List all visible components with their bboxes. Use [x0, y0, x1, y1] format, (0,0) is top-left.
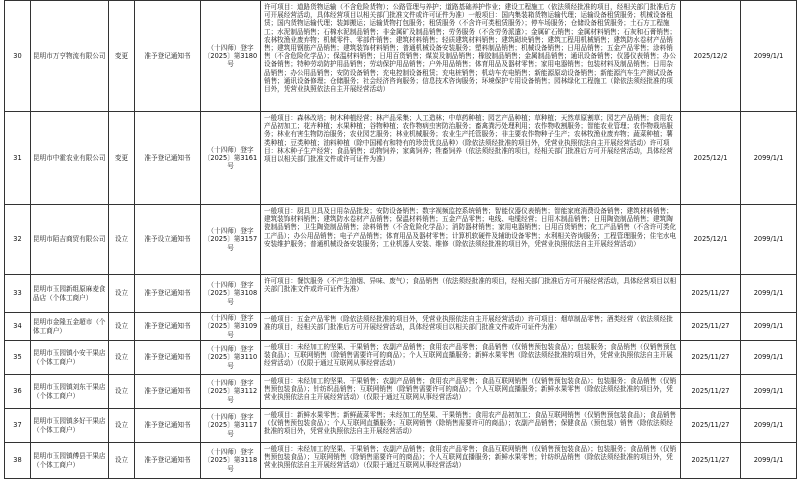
decision-document: 准予设立通知书	[135, 205, 201, 275]
registration-type: 设立	[109, 313, 135, 341]
decision-document: 准予登记通知书	[135, 275, 201, 313]
business-scope: 一般项目：森林改培；树木种植经营；林产品采集；人工造林；中草药种植；园艺产品种植；草种植；天然草原割草；园艺产品销售；食用农产品初加工；花卉种植；水果种植；谷物种植；农作物病虫害防治服务；畜禽粪污处理利用；农作物收割服务；智能农业管理；农作物栽培服务；林业有害生物防治服务；农业园艺服务；林业机械服务；农业生产托管服务；非主要农作物种子生产；农林牧渔业废弃物；蔬菜种植；薯类种植；豆类种植；油料种植（除中国稀有和特有的珍贵优良品种）（除依法须经批准的项目外，凭营业执照依法自主开展经营活动）许可项目：林木种子生产经营；食品销售；动物饲养；家禽饲养；牲畜饲养（依法须经批准的项目，经相关部门批准后方可开展经营活动，具体经营项目以相关部门批准文件或许可证件为准）	[261, 112, 681, 205]
decision-document: 准予登记通知书	[135, 341, 201, 375]
decision-document: 准予登记通知书	[135, 313, 201, 341]
registration-type: 设立	[109, 275, 135, 313]
document-number: （十四师）登字〔2025〕第3110号	[201, 341, 261, 375]
decision-document: 准予登记通知书	[135, 1, 201, 112]
table-row	[5, 112, 797, 205]
company-name: 昆明市玉园镇多好干果店（个体工商户）	[31, 409, 109, 443]
end-date: 2099/1/1	[741, 341, 797, 375]
business-scope: 一般项目：新鲜水果零售；新鲜蔬菜零售；未经加工的坚果、干果销售；食用农产品初加工；食品互联网销售（仅销售预包装食品）；食品销售（仅销售预包装食品）；个人互联网直播服务；互联网销售（除销售需要许可的商品）；农副产品销售；保健食品（预包装）销售（除依法须经批准的项目外，凭营业执照依法自主开展经营活动）	[261, 409, 681, 443]
row-number: 31	[5, 112, 31, 205]
business-scope: 一般项目：未经加工的坚果、干果销售；农副产品销售；食用农产品零售；食品互联网销售（仅销售预包装食品）；包装服务；食品销售（仅销售预包装食品）；针纺织品销售；互联网销售（除销售需要许可的商品）；个人互联网直播服务；新鲜水果零售（除依法须经批准的项目外，凭营业执照依法自主开展经营活动）（仅限于通过互联网从事经营活动）	[261, 375, 681, 409]
decision-document: 准予登记通知书	[135, 409, 201, 443]
end-date: 2099/1/1	[741, 1, 797, 112]
document-number: （十四师）登字〔2025〕第3180号	[201, 1, 261, 112]
table-row	[5, 275, 797, 313]
table-row	[5, 1, 797, 112]
document-number: （十四师）登字〔2025〕第3118号	[201, 443, 261, 479]
company-name: 昆明市金隆五金超市（个体工商户）	[31, 313, 109, 341]
table-row	[5, 443, 797, 479]
table-row	[5, 341, 797, 375]
start-date: 2025/12/1	[681, 112, 741, 205]
company-name: 昆明市玉园镇小安干果店（个体工商户）	[31, 341, 109, 375]
decision-document: 准予登记通知书	[135, 375, 201, 409]
document-number: （十四师）登字〔2025〕第3157号	[201, 205, 261, 275]
registration-type: 设立	[109, 205, 135, 275]
table-row	[5, 375, 797, 409]
end-date: 2099/1/1	[741, 275, 797, 313]
start-date: 2025/11/27	[681, 375, 741, 409]
end-date: 2099/1/1	[741, 205, 797, 275]
document-number: （十四师）登字〔2025〕第3117号	[201, 409, 261, 443]
start-date: 2025/11/27	[681, 275, 741, 313]
company-name: 昆明市玉园新组原麻麦食品店（个体工商户）	[31, 275, 109, 313]
end-date: 2099/1/1	[741, 443, 797, 479]
document-number: （十四师）登字〔2025〕第3161号	[201, 112, 261, 205]
start-date: 2025/12/1	[681, 205, 741, 275]
business-scope: 一般项目：厨具卫具及日用杂品批发；安防设备销售；数字视频监控系统销售；智能仪器仪表销售；智能家庭消费设备销售；建筑材料销售；建筑装饰材料销售；建筑防水卷材产品销售；保温材料销售；五金产品零售；电线、电缆经营；日用木制品销售；日用陶瓷制品销售；建筑陶瓷制品销售；卫生陶瓷制品销售；涂料销售（不含危险化学品）；消防器材销售；家用电器销售；日用百货销售；化工产品销售（不含许可类化工产品）；办公用品销售；电子产品销售；体育用品及器材零售；计算机软硬件及辅助设备零售；水利相关咨询服务；工程管理服务；住宅水电安装维护服务；普通机械设备安装服务；工业机器人安装、维修（除依法须经批准的项目外，凭营业执照依法自主开展经营活动）	[261, 205, 681, 275]
row-number: 34	[5, 313, 31, 341]
row-number: 36	[5, 375, 31, 409]
business-scope: 许可项目：道路货物运输（不含危险货物）；公路管理与养护；道路基础养护作业；建设工程施工（依法须经批准的项目，经相关部门批准后方可开展经营活动，具体经营项目以相关部门批准文件或许可证件为准）一般项目：国内集装箱货物运输代理；运输设备租赁服务；机械设备租赁；国内货物运输代理；装卸搬运；运输货物打包服务；租赁服务（不含许可类租赁服务）；停车场服务；仓储设备租赁服务；土石方工程施工；水泥制品销售；石棉水泥制品销售；非金属矿及制品销售；劳务服务（不含劳务派遣）；金属矿石销售；金属材料销售；石灰和石膏销售；农林牧渔业废弃物；机械零件、零部件销售；建筑材料销售；轻质建筑材料销售；建筑砌块销售；建筑工程用机械销售；建筑防水卷材产品销售；建筑用钢筋产品销售；建筑装饰材料销售；普通机械设备安装服务；塑料制品销售；机械设备销售；日用品销售；五金产品零售；涂料销售（不含危险化学品）；保温材料销售；日用百货销售；煤炭及制品销售；橡胶制品销售；金属制品销售；通讯设备销售；仪器仪表销售；办公设备销售；特种劳动防护用品销售；劳动保护用品销售；户外用品销售；体育用品及器材零售；家用电器销售；包装材料及制品销售；日用杂品销售；办公用品销售；安防设备销售；充电控制设备租赁；充电桩销售；机动车充电销售；新能源原动设备销售；新能源汽车生产测试设备销售；通讯设备修理；仓储服务；社会经济咨询服务；信息技术咨询服务；环境保护专用设备销售；园林绿化工程施工（除依法须经批准的项目外，凭营业执照依法自主开展经营活动）	[261, 1, 681, 112]
end-date: 2099/1/1	[741, 112, 797, 205]
start-date: 2025/11/27	[681, 341, 741, 375]
registration-type: 变更	[109, 112, 135, 205]
registration-type: 设立	[109, 375, 135, 409]
start-date: 2025/12/2	[681, 1, 741, 112]
business-scope: 一般项目：未经加工的坚果、干果销售；农副产品销售；食用农产品零售；食品互联网销售（仅销售预包装食品）；包装服务；食品销售（仅销售预包装食品）；互联网销售（除销售需要许可的商品）；个人互联网直播服务；新鲜水果零售；针纺织品销售（除依法须经批准的项目外，凭营业执照依法自主开展经营活动）（仅限于通过互联网从事经营活动）	[261, 443, 681, 479]
business-scope: 一般项目：未经加工的坚果、干果销售；农副产品销售；食用农产品零售；食品销售（仅销售预包装食品）；包装服务；食品销售（仅销售预包装食品）；互联网销售（除销售需要许可的商品）；个人互联网直播服务；新鲜水果零售（除依法须经批准的项目外，凭营业执照依法自主开展经营活动）（仅限于通过互联网从事经营活动）	[261, 341, 681, 375]
start-date: 2025/11/27	[681, 313, 741, 341]
row-number: 35	[5, 341, 31, 375]
end-date: 2099/1/1	[741, 409, 797, 443]
company-name: 昆明市中霍农业有限公司	[31, 112, 109, 205]
company-name: 昆明市陌吉商贸有限公司	[31, 205, 109, 275]
row-number: 38	[5, 443, 31, 479]
company-name: 昆明市玉园镇傅县干果店（个体工商户）	[31, 443, 109, 479]
business-scope: 许可项目：餐饮服务（不产生油烟、异味、废气）；食品销售（依法须经批准的项目，经相关部门批准后方可开展经营活动，具体经营项目以相关部门批准文件或许可证件为准）	[261, 275, 681, 313]
business-scope: 一般项目：五金产品零售（除依法须经批准的项目外，凭营业执照依法自主开展经营活动）许可项目：烟草制品零售；酒类经营（依法须经批准的项目，经相关部门批准后方可开展经营活动，具体经营项目以相关部门批准文件或许可证件为准）	[261, 313, 681, 341]
registration-type: 设立	[109, 409, 135, 443]
company-name: 昆明市玉园镇刘东干果店（个体工商户）	[31, 375, 109, 409]
row-number: 30	[5, 1, 31, 112]
start-date: 2025/11/27	[681, 409, 741, 443]
registration-table	[4, 0, 797, 479]
table-row	[5, 409, 797, 443]
start-date: 2025/11/27	[681, 443, 741, 479]
row-number: 33	[5, 275, 31, 313]
table-row	[5, 313, 797, 341]
row-number: 32	[5, 205, 31, 275]
end-date: 2099/1/1	[741, 375, 797, 409]
decision-document: 准予登记通知书	[135, 443, 201, 479]
company-name: 昆明市万亨物流有限公司	[31, 1, 109, 112]
registration-type: 设立	[109, 341, 135, 375]
registration-type: 变更	[109, 1, 135, 112]
decision-document: 准予登记通知书	[135, 112, 201, 205]
document-number: （十四师）登字〔2025〕第3109号	[201, 313, 261, 341]
document-number: （十四师）登字〔2025〕第3112号	[201, 375, 261, 409]
registration-type: 设立	[109, 443, 135, 479]
end-date: 2099/1/1	[741, 313, 797, 341]
row-number: 37	[5, 409, 31, 443]
table-row	[5, 205, 797, 275]
document-number: （十四师）登字〔2025〕第3108号	[201, 275, 261, 313]
